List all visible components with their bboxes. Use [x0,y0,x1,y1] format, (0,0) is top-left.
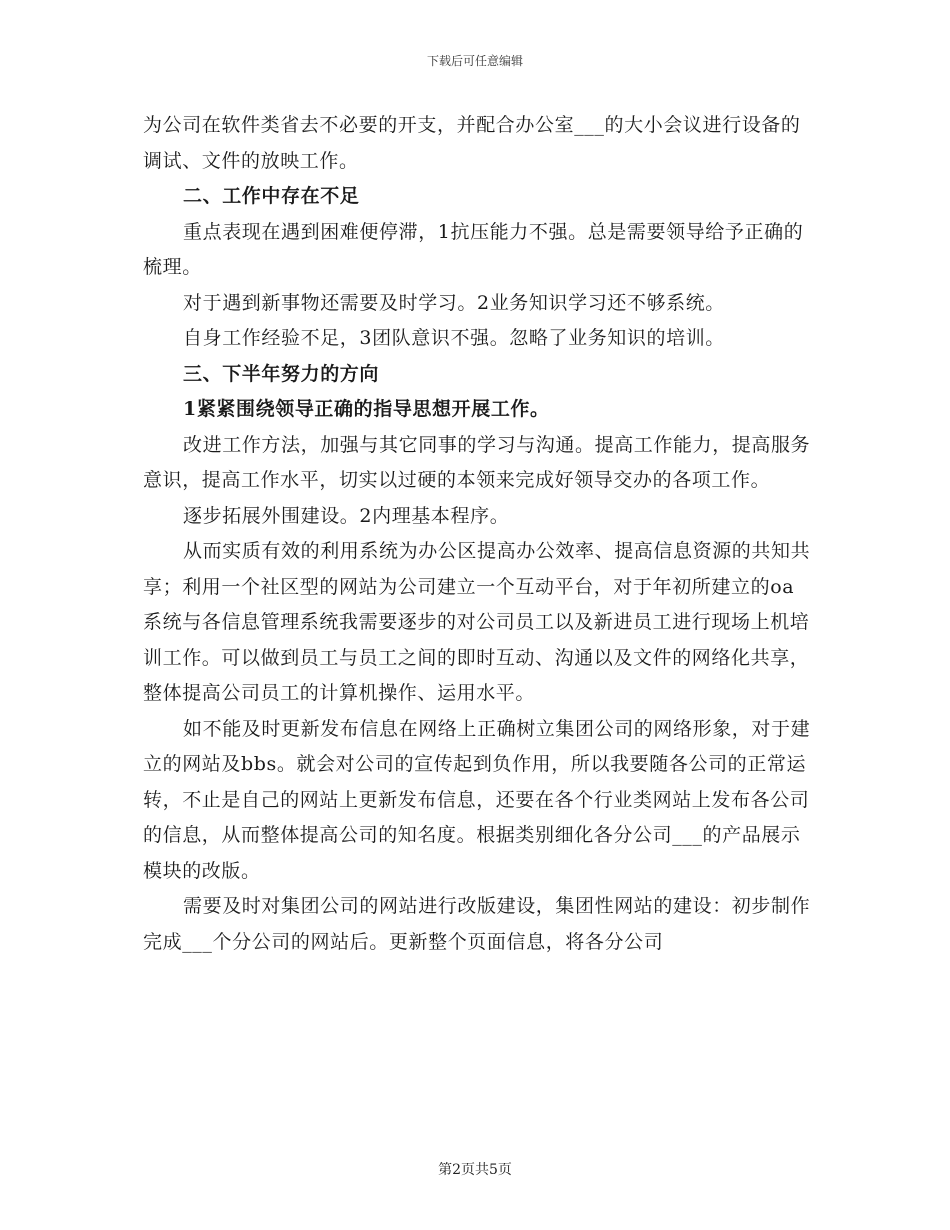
body-paragraph: 从而实质有效的利用系统为办公区提高办公效率、提高信息资源的共知共享；利用一个社区型的网站为公司建立一个互动平台，对于年初所建立的oa系统与各信息管理系统我需要逐步的对公司员工以及新进员工进行现场上机培训工作。可以做到员工与员工之间的即时互动、沟通以及文件的网络化共享，整体提高公司员工的计算机操作、运用水平。 [143,540,811,704]
body-paragraph: 如不能及时更新发布信息在网络上正确树立集团公司的网络形象，对于建立的网站及bbs。就会对公司的宣传起到负作用，所以我要随各公司的正常运转，不止是自己的网站上更新发布信息，还要在各个行业类网站上发布各公司的信息，从而整体提高公司的知名度。根据类别细化各分公司___的产品展示模块的改版。 [143,717,811,882]
document-body [143,108,811,960]
section-heading: 二、工作中存在不足 [183,185,360,207]
body-paragraph: 逐步拓展外围建设。2内理基本程序。 [183,504,510,527]
body-paragraph: 改进工作方法，加强与其它同事的学习与沟通。提高工作能力，提高服务意识，提高工作水平，切实以过硬的本领来完成好领导交办的各项工作。 [143,433,811,491]
body-paragraph: 重点表现在遇到困难便停滞，1抗压能力不强。总是需要领导给予正确的梳理。 [143,220,804,278]
page-footer: 第2页共5页 [438,1162,512,1178]
body-paragraph: 为公司在软件类省去不必要的开支，并配合办公室___的大小会议进行设备的调试、文件的放映工作。 [143,114,801,172]
body-paragraph: 需要及时对集团公司的网站进行改版建设，集团性网站的建设：初步制作完成___个分公司的网站后。更新整个页面信息，将各分公司 [143,895,811,953]
body-paragraph: 对于遇到新事物还需要及时学习。2业务知识学习还不够系统。 [183,291,725,314]
section-heading: 1紧紧围绕领导正确的指导思想开展工作。 [183,398,550,420]
body-paragraph: 自身工作经验不足，3团队意识不强。忽略了业务知识的培训。 [183,327,725,349]
page-header: 下载后可任意编辑 [426,54,523,68]
section-heading: 三、下半年努力的方向 [183,362,380,385]
